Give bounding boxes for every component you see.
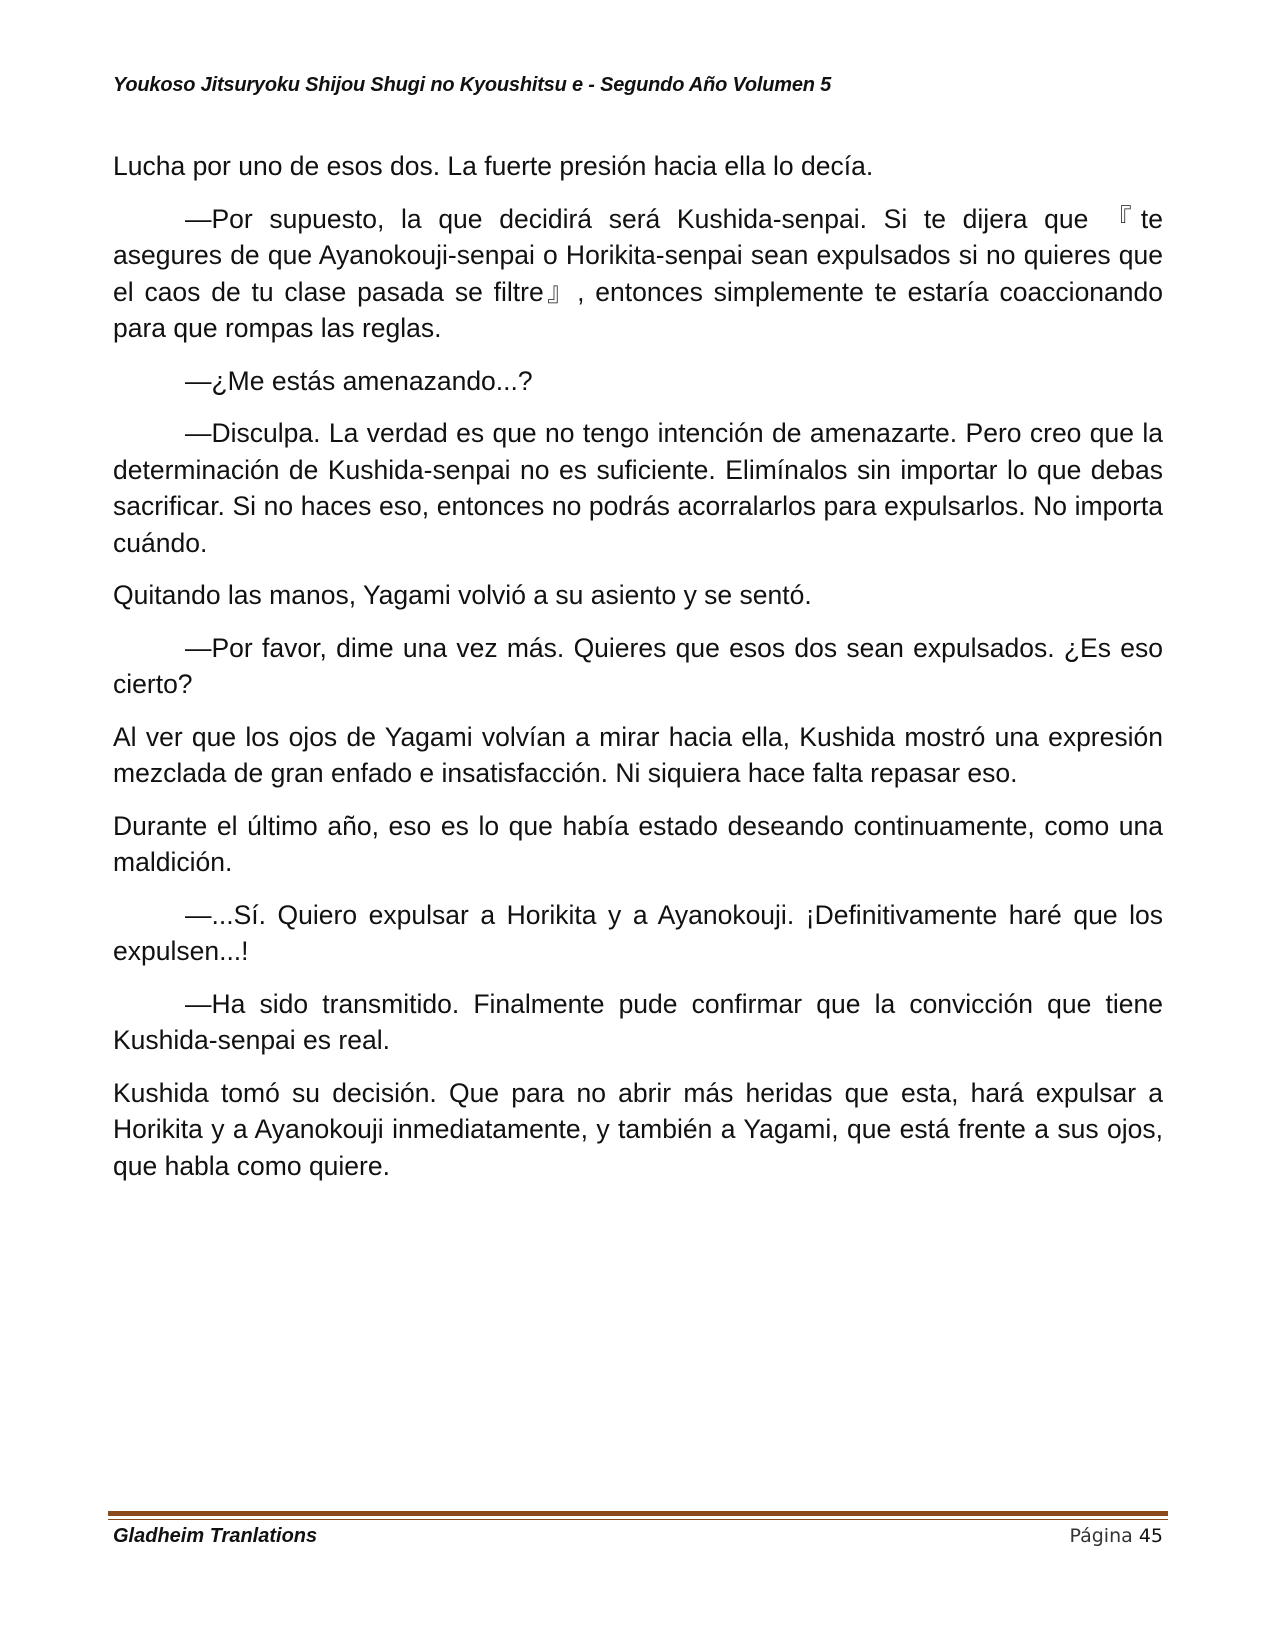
footer-rule [108,1511,1168,1516]
running-header-title: Youkoso Jitsuryoku Shijou Shugi no Kyoushitsu e - Segundo Año Volumen 5 [113,74,832,96]
paragraph-11: Kushida tomó su decisión. Que para no abrir más heridas que esta, hará expulsar a Horikita y a Ayanokouji inmediatamente, y también a Yagami, que está frente a sus ojos, que habla como quiere. [113,1077,1163,1181]
paragraph-1: Lucha por uno de esos dos. La fuerte presión hacia ella lo decía. [113,151,874,181]
footer-group-name: Gladheim Tranlations [113,1525,318,1547]
page-body [113,148,1163,1200]
footer-page-number [1069,1525,1163,1547]
paragraph-7: Al ver que los ojos de Yagami volvían a mirar hacia ella, Kushida mostró una expresión mezclada de gran enfado e insatisfacción. Ni siquiera hace falta repasar eso. [113,721,1163,788]
paragraph-9: —...Sí. Quiero expulsar a Horikita y a Ayanokouji. ¡Definitivamente haré que los expulsen...! [113,899,1163,966]
paragraph-10: —Ha sido transmitido. Finalmente pude confirmar que la convicción que tiene Kushida-senpai es real. [113,988,1163,1055]
paragraph-5: Quitando las manos, Yagami volvió a su asiento y se sentó. [113,580,812,610]
footer-rule-thin [108,1519,1168,1520]
paragraph-2: —Por supuesto, la que decidirá será Kushida-senpai. Si te dijera que 『te asegures de que Ayanokouji-senpai o Horikita-senpai sean expulsados si no quieres que el caos de tu clase pasada se filtre』, entonces simplemente te estaría coaccionando para que rompas las reglas. [113,203,1163,343]
page-number: 45 [1138,1525,1163,1547]
paragraph-4: —Disculpa. La verdad es que no tengo intención de amenazarte. Pero creo que la determinación de Kushida-senpai no es suficiente. Elimínalos sin importar lo que debas sacrificar. Si no haces eso, entonces no podrás acorralarlos para expulsarlos. No importa cuándo. [113,418,1163,558]
paragraph-3: —¿Me estás amenazando...? [185,365,533,396]
paragraph-6: —Por favor, dime una vez más. Quieres que esos dos sean expulsados. ¿Es eso cierto? [113,632,1163,699]
page-label: Página [1069,1525,1133,1547]
paragraph-8: Durante el último año, eso es lo que había estado deseando continuamente, como una maldición. [113,810,1163,877]
